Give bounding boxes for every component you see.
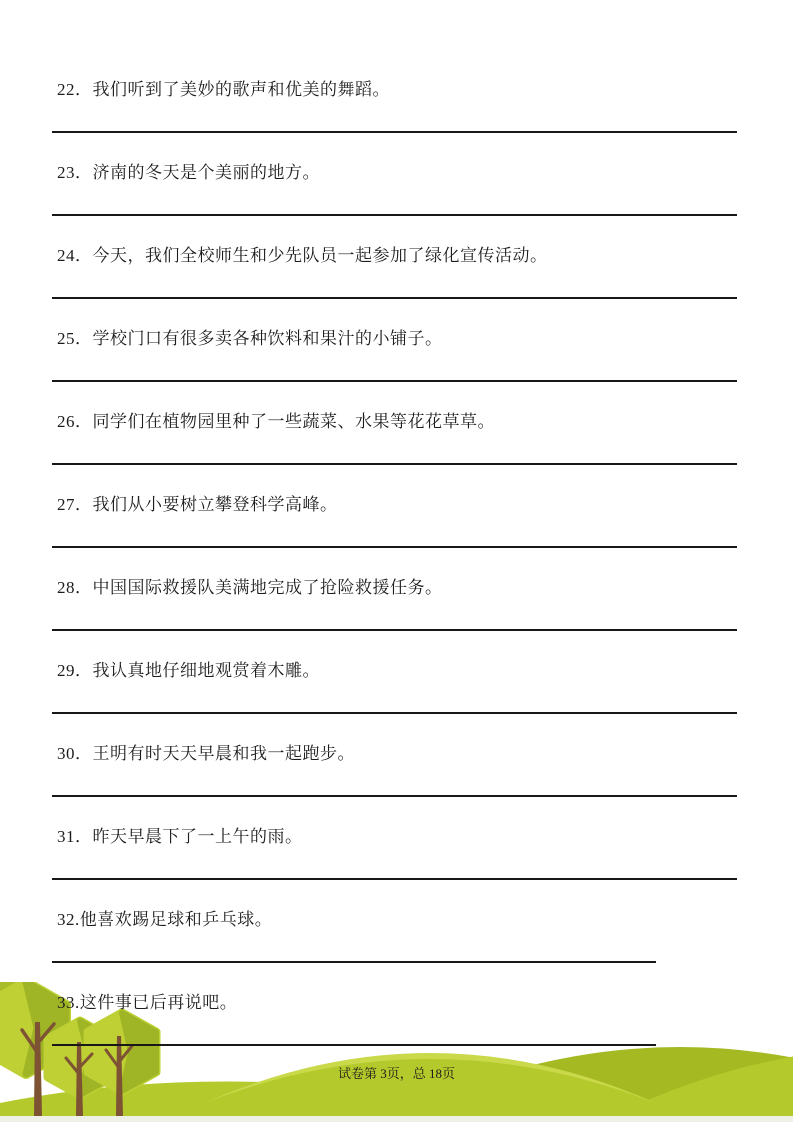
sentence-text: 22．我们听到了美妙的歌声和优美的舞蹈。 xyxy=(57,80,390,99)
exercise-item-27 xyxy=(52,465,737,548)
exercise-item-29 xyxy=(52,631,737,714)
exercise-item-30 xyxy=(52,714,737,797)
exercise-item-33 xyxy=(52,963,737,1046)
sentence-text: 28．中国国际救援队美满地完成了抢险救援任务。 xyxy=(57,578,443,597)
exercise-item-23 xyxy=(52,133,737,216)
exercise-item-22 xyxy=(52,50,737,133)
page-bottom-strip xyxy=(0,1116,793,1122)
exercise-item-31 xyxy=(52,797,737,880)
page-number-footer: 试卷第 3页，总 18页 xyxy=(337,1066,455,1081)
sentence-text: 23．济南的冬天是个美丽的地方。 xyxy=(57,163,320,182)
exercise-list xyxy=(52,0,737,1046)
answer-blank-line xyxy=(52,1044,656,1046)
exercise-item-32 xyxy=(52,880,737,963)
sentence-text: 33.这件事已后再说吧。 xyxy=(57,993,238,1012)
sentence-text: 24．今天，我们全校师生和少先队员一起参加了绿化宣传活动。 xyxy=(57,246,548,265)
sentence-text: 27．我们从小要树立攀登科学高峰。 xyxy=(57,495,338,514)
exercise-item-26 xyxy=(52,382,737,465)
sentence-text: 29．我认真地仔细地观赏着木雕。 xyxy=(57,661,320,680)
sentence-text: 25．学校门口有很多卖各种饮料和果汁的小铺子。 xyxy=(57,329,443,348)
exercise-item-24 xyxy=(52,216,737,299)
exercise-item-28 xyxy=(52,548,737,631)
sentence-text: 26．同学们在植物园里种了一些蔬菜、水果等花花草草。 xyxy=(57,412,495,431)
sentence-text: 31．昨天早晨下了一上午的雨。 xyxy=(57,827,303,846)
sentence-text: 32.他喜欢踢足球和乒乓球。 xyxy=(57,910,273,929)
sentence-text: 30．王明有时天天早晨和我一起跑步。 xyxy=(57,744,355,763)
exercise-item-25 xyxy=(52,299,737,382)
